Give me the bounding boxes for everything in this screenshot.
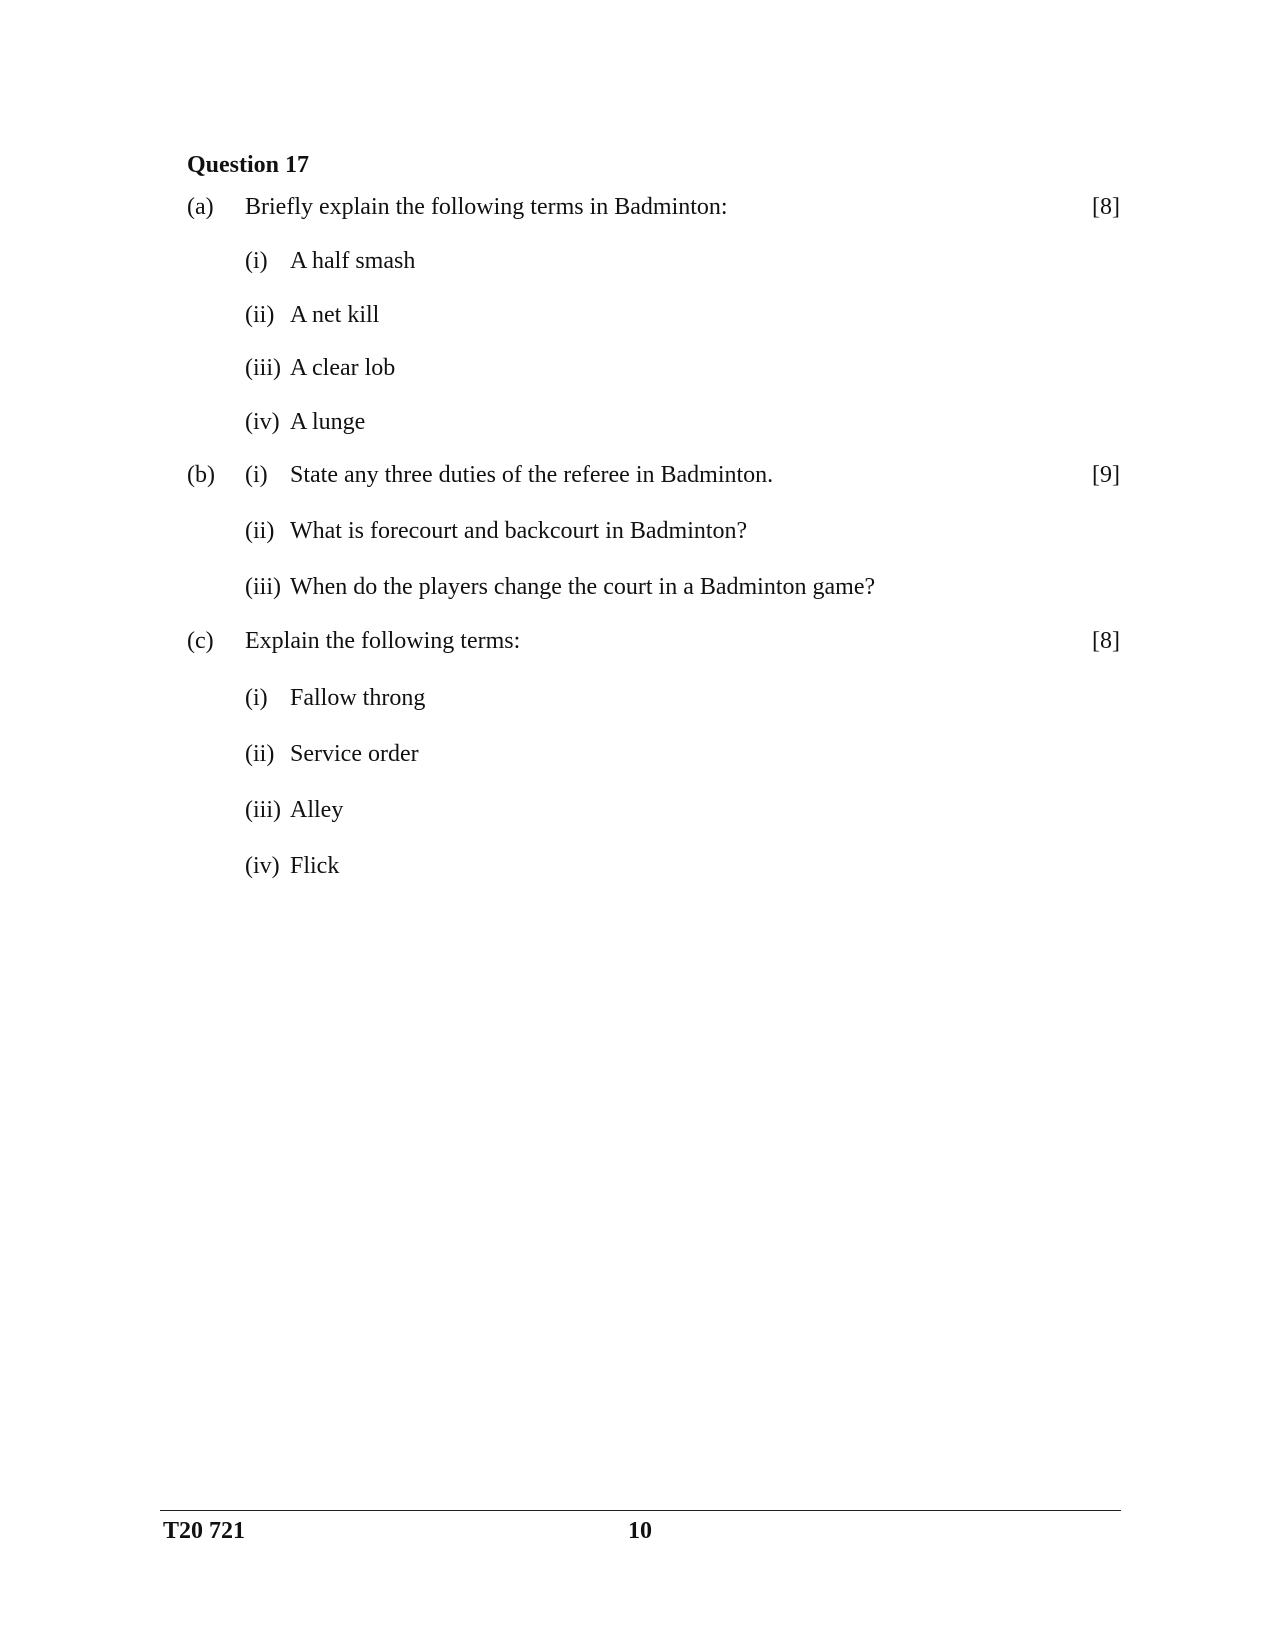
part-b-marks: [9] (1092, 462, 1120, 488)
part-a-label: (a) (187, 194, 214, 220)
part-b-item-num: (ii) (245, 518, 275, 544)
part-a-text: Briefly explain the following terms in Badminton: (245, 194, 728, 220)
footer-divider (160, 1510, 1121, 1511)
part-b-item-text: What is forecourt and backcourt in Badminton? (290, 518, 748, 544)
part-a-item-text: A half smash (290, 248, 416, 274)
part-c-text: Explain the following terms: (245, 628, 521, 654)
part-a-item-num: (i) (245, 248, 268, 274)
part-c-label: (c) (187, 628, 214, 654)
part-b-label: (b) (187, 462, 215, 488)
part-a-item-num: (iii) (245, 355, 281, 381)
part-a-item-text: A net kill (290, 302, 380, 328)
part-c-item-text: Flick (290, 853, 340, 879)
page-number: 10 (628, 1518, 652, 1544)
footer-code: T20 721 (163, 1518, 246, 1544)
part-c-item-text: Alley (290, 797, 344, 823)
part-b-item-num: (i) (245, 462, 268, 488)
part-c-marks: [8] (1092, 628, 1120, 654)
part-c-item-num: (iii) (245, 797, 281, 823)
part-b-item-text: State any three duties of the referee in Badminton. (290, 462, 774, 488)
part-c-item-text: Service order (290, 741, 419, 767)
part-b-item-num: (iii) (245, 574, 281, 600)
part-a-item-text: A lunge (290, 409, 366, 435)
part-c-item-num: (iv) (245, 853, 280, 879)
part-c-item-num: (i) (245, 685, 268, 711)
part-a-marks: [8] (1092, 194, 1120, 220)
question-title: Question 17 (187, 152, 310, 178)
part-a-item-num: (iv) (245, 409, 280, 435)
part-a-item-text: A clear lob (290, 355, 396, 381)
part-a-item-num: (ii) (245, 302, 275, 328)
part-c-item-text: Fallow throng (290, 685, 426, 711)
part-c-item-num: (ii) (245, 741, 275, 767)
part-b-item-text: When do the players change the court in a Badminton game? (290, 574, 876, 600)
